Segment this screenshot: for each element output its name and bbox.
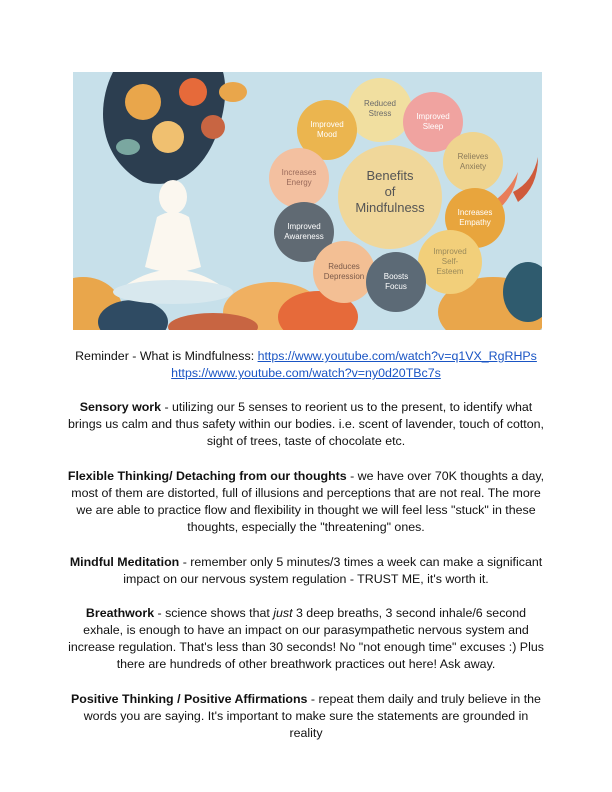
bubble-improved-sleep: Improved	[416, 112, 450, 121]
svg-text:Benefits: Benefits	[366, 168, 414, 183]
flexible-thinking-paragraph	[66, 468, 546, 536]
reminder-label: Reminder - What is Mindfulness:	[75, 349, 258, 363]
breathwork-paragraph	[66, 605, 546, 673]
bubble-reduces-depression: Depression	[323, 272, 365, 281]
flexible-thinking-body: - we have over 70K thoughts a day, most of them are distorted, full of illusions and perceptions that are not real. The more we are able to practice flow and flexibility in thought we will feel less "stuck" in these thoughts, especially the "threatening" ones.	[71, 469, 545, 534]
sensory-work-heading: Sensory work	[79, 400, 162, 414]
positive-thinking-heading: Positive Thinking / Positive Affirmations	[71, 692, 308, 706]
bubble-boosts-focus: Focus	[385, 282, 407, 291]
svg-text:of: of	[384, 184, 396, 199]
hair-decoration	[103, 72, 247, 184]
banner-illustration	[73, 72, 542, 330]
bubble-relieves-anxiety: Relieves	[457, 152, 489, 161]
bubble-increases-energy: Energy	[286, 178, 312, 187]
flexible-thinking-heading: Flexible Thinking/ Detaching from our thoughts	[67, 469, 347, 483]
bubble-boosts-focus: Boosts	[383, 272, 409, 281]
youtube-link-1[interactable]: https://www.youtube.com/watch?v=q1VX_RgRHPs	[257, 349, 537, 363]
meditating-figure	[113, 180, 233, 304]
bubble-reduces-depression: Reduces	[328, 262, 360, 271]
breathwork-body-pre: - science shows that	[154, 606, 274, 620]
bubble-reduced-stress: Stress	[368, 109, 392, 118]
bubble-improved-self-esteem: Improved	[433, 247, 467, 256]
bubble-increases-empathy: Increases	[457, 208, 493, 217]
breathwork-body-emphasis: just	[273, 606, 293, 620]
bubble-reduced-stress: Reduced	[363, 99, 397, 108]
breathwork-body-post: 3 deep breaths, 3 second inhale/6 second exhale, is enough to have an impact on our parasympathetic nervous system and increase regulation. That's less than 30 seconds! No "not enough time" excuses :) Plus there are hundreds of other breathwork practices out here! Ask away.	[68, 606, 544, 671]
bubble-improved-mood: Mood	[316, 130, 338, 139]
mindful-meditation-body: - remember only 5 minutes/3 times a week can make a significant impact on our nervous system regulation - TRUST ME, it's worth it.	[123, 555, 543, 586]
breathwork-heading: Breathwork	[85, 606, 155, 620]
bubble-improved-sleep: Sleep	[422, 122, 444, 131]
positive-thinking-body: - repeat them daily and truly believe in the words you are saying. It's important to make sure the statements are grounded in reality	[83, 692, 541, 740]
mindful-meditation-heading: Mindful Meditation	[69, 555, 180, 569]
sensory-work-paragraph	[66, 399, 546, 450]
mindful-meditation-paragraph	[66, 554, 546, 588]
bubble-improved-mood: Improved	[310, 120, 344, 129]
bubble-increases-energy: Increases	[281, 168, 317, 177]
mindfulness-banner-image	[73, 72, 542, 330]
bubble-relieves-anxiety: Anxiety	[459, 162, 487, 171]
bubble-improved-self-esteem: Esteem	[436, 267, 464, 276]
positive-thinking-paragraph	[66, 691, 546, 742]
reminder-paragraph	[66, 348, 546, 382]
bubble-improved-awareness: Awareness	[284, 232, 324, 241]
svg-text:Mindfulness: Mindfulness	[355, 200, 425, 215]
bubble-increases-empathy: Empathy	[459, 218, 491, 227]
bubble-improved-awareness: Improved	[287, 222, 321, 231]
sensory-work-body: - utilizing our 5 senses to reorient us to the present, to identify what brings us calm and thus safety within our bodies. i.e. scent of lavender, touch of cotton, sight of trees, taste of chocolate etc.	[68, 400, 544, 448]
youtube-link-2[interactable]: https://www.youtube.com/watch?v=ny0d20TBc7s	[171, 366, 441, 380]
bubble-improved-self-esteem: Self-	[441, 257, 459, 266]
